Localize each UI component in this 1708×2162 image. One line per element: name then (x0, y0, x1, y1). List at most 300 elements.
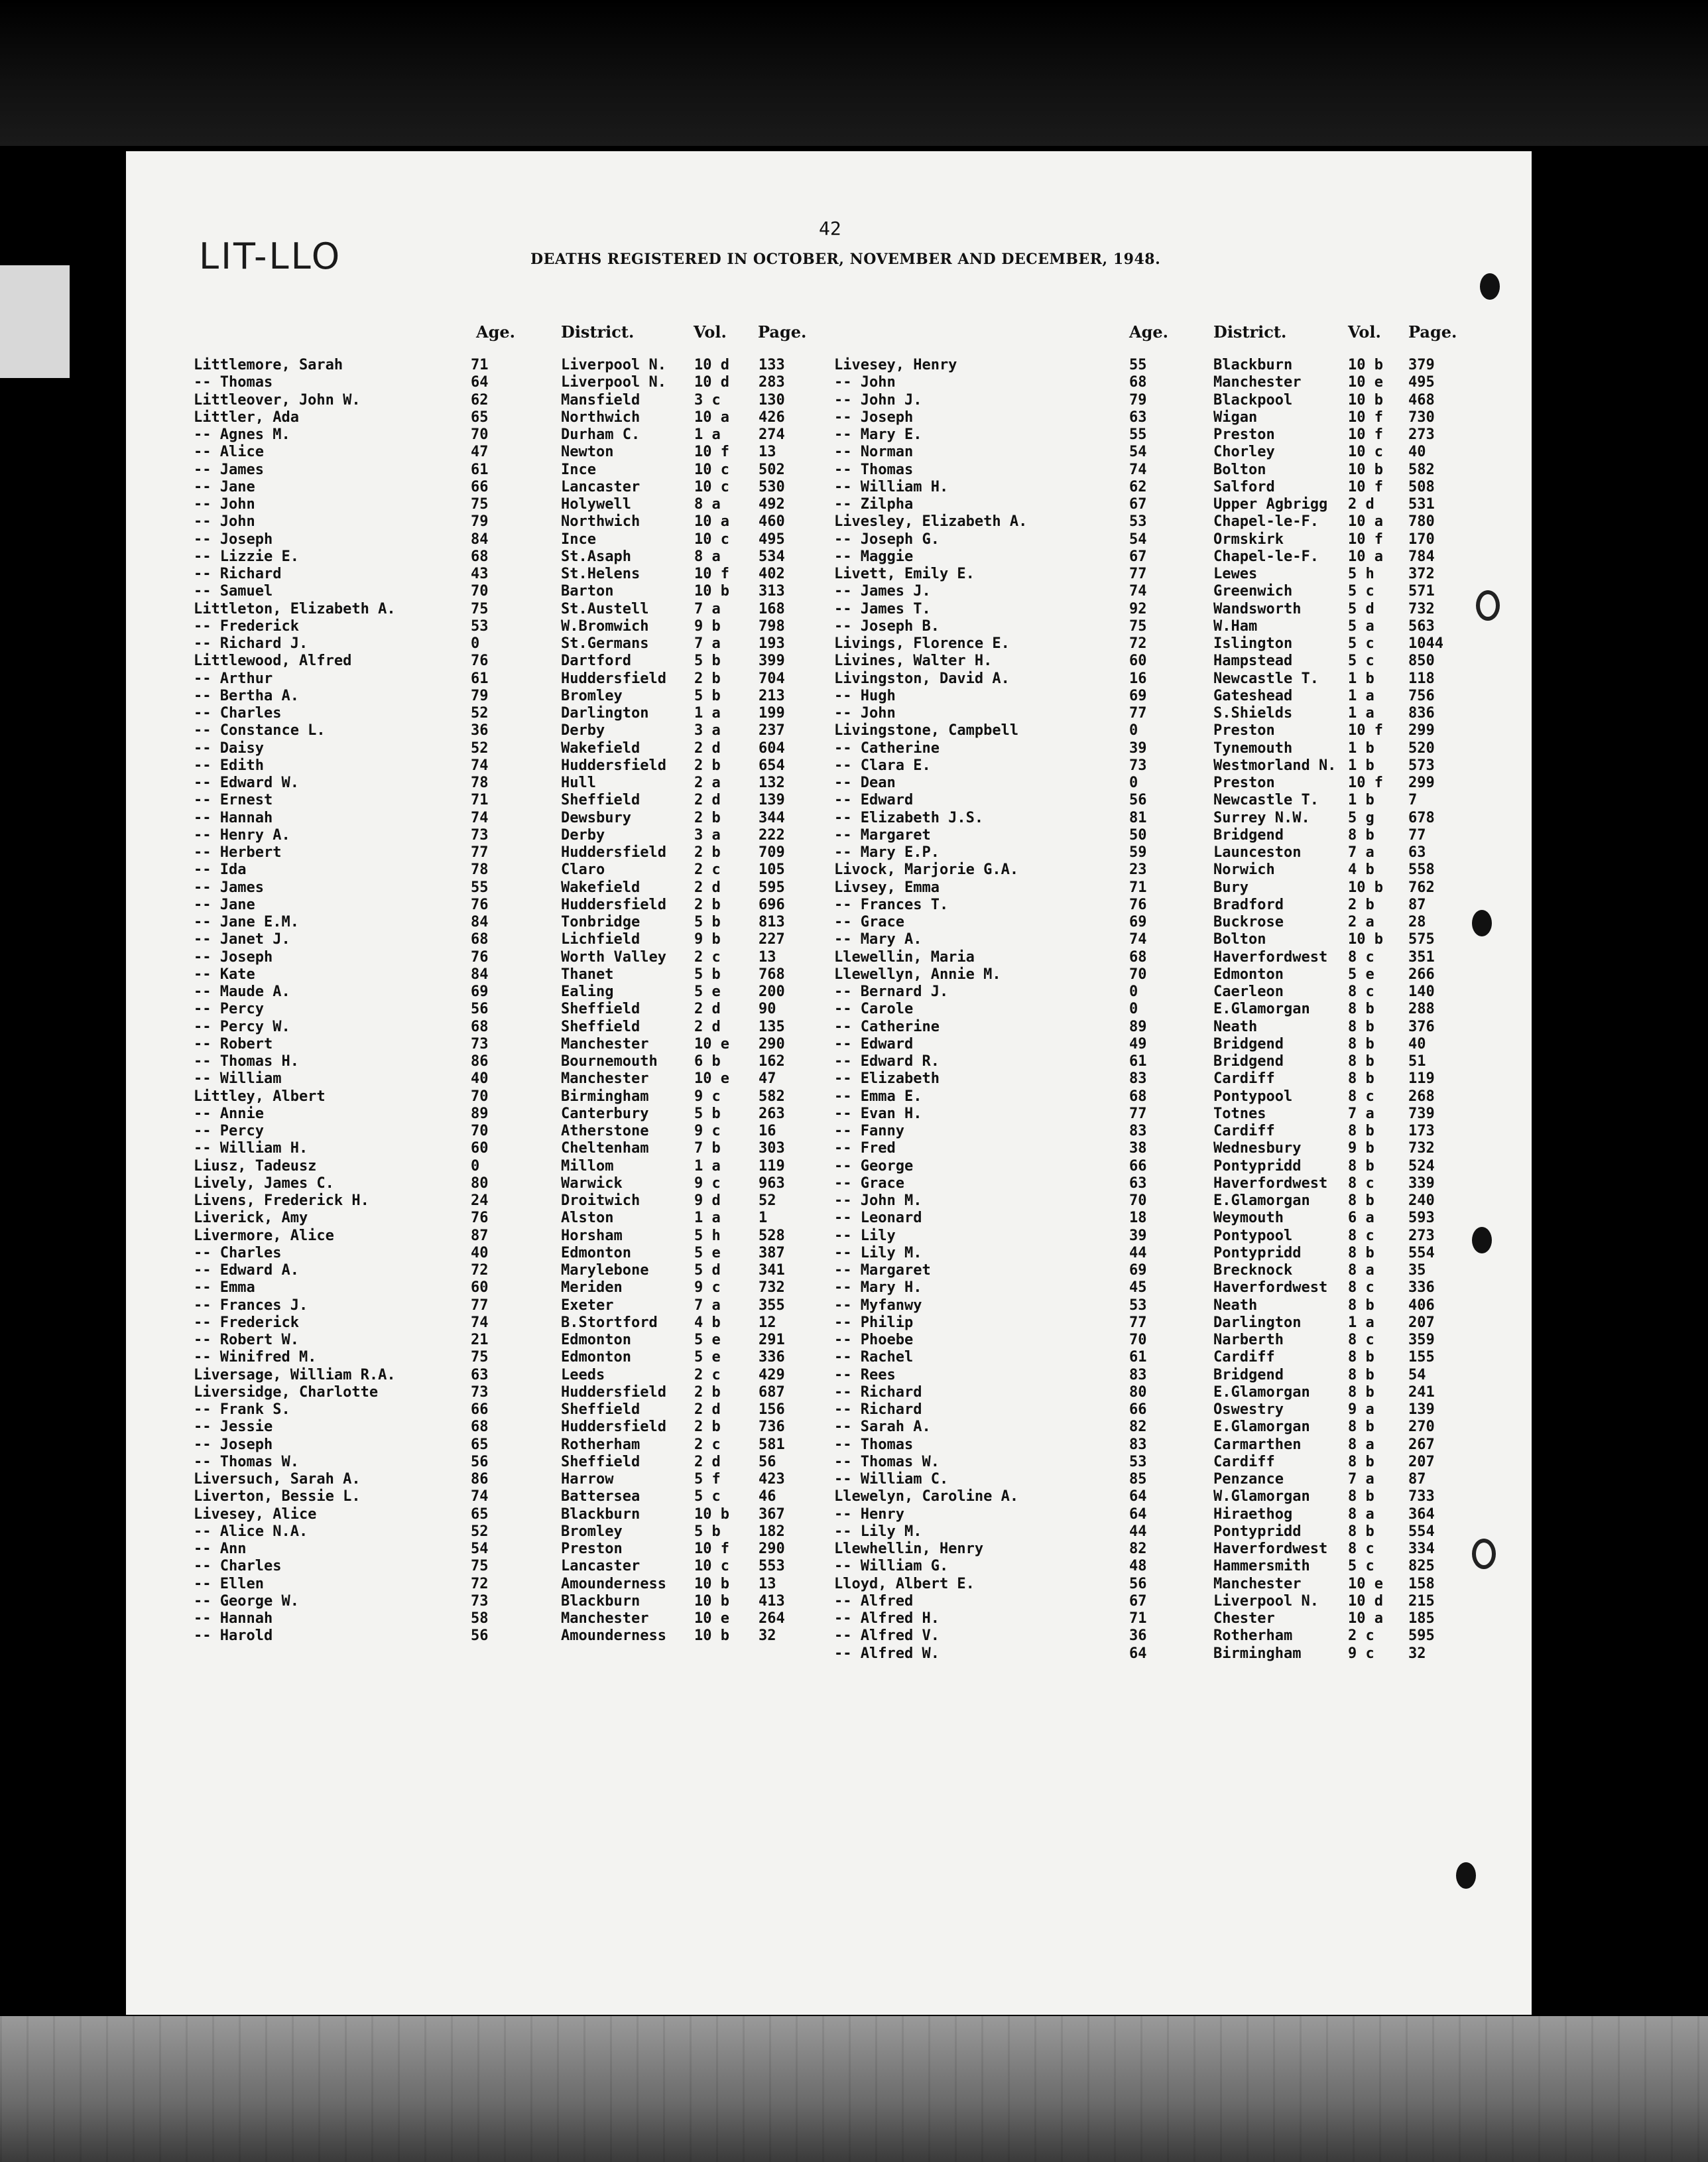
entry-vol: 8 c (1348, 1279, 1374, 1297)
entry-row (834, 444, 1471, 461)
entry-row (834, 1349, 1471, 1366)
left-age-header: Age. (476, 322, 516, 342)
entry-district: Surrey N.W. (1213, 809, 1310, 826)
entry-district: Islington (1213, 635, 1293, 652)
punch-hole-4 (1472, 1227, 1492, 1253)
entry-vol: 7 a (694, 635, 721, 652)
entry-district: Edmonton (1213, 966, 1284, 983)
left-vol-header: Vol. (694, 322, 727, 342)
entry-page: 158 (1408, 1575, 1435, 1592)
entry-row (194, 409, 817, 426)
entry-vol: 5 c (1348, 583, 1374, 600)
entry-age: 66 (1129, 1157, 1147, 1175)
entry-page: 1 (759, 1210, 768, 1227)
entry-name: -- Ernest (194, 792, 273, 809)
entry-district: Wandsworth (1213, 600, 1302, 617)
entry-district: Birmingham (561, 1088, 649, 1105)
entry-age: 56 (471, 1001, 489, 1018)
entry-vol: 9 c (1348, 1645, 1374, 1662)
entry-page: 290 (759, 1035, 785, 1052)
entry-district: Birmingham (1213, 1645, 1302, 1662)
entry-district: Bridgend (1213, 1035, 1284, 1052)
entry-name: -- Lily M. (834, 1244, 922, 1261)
entry-age: 63 (1129, 409, 1147, 426)
entry-age: 38 (1129, 1140, 1147, 1157)
entry-vol: 1 a (694, 1157, 721, 1175)
entry-row (834, 1454, 1471, 1471)
entry-row (194, 879, 817, 897)
entry-row (834, 1401, 1471, 1419)
entry-age: 75 (471, 1349, 489, 1366)
entry-age: 75 (471, 600, 489, 617)
entry-vol: 2 b (694, 670, 721, 687)
entry-row (194, 949, 817, 966)
entry-row (194, 844, 817, 861)
entry-row (194, 1158, 817, 1175)
entry-district: Totnes (1213, 1105, 1266, 1122)
entry-name: -- Mary E.P. (834, 844, 940, 861)
entry-age: 61 (471, 461, 489, 478)
entry-age: 0 (1129, 1001, 1138, 1018)
entry-vol: 10 f (1348, 426, 1383, 443)
entry-row (194, 810, 817, 827)
entry-age: 58 (471, 1610, 489, 1627)
entry-vol: 5 c (1348, 1558, 1374, 1575)
entry-row (194, 635, 817, 653)
entry-vol: 8 b (1348, 1035, 1374, 1052)
entry-page: 534 (759, 548, 785, 565)
entry-name: -- Alfred W. (834, 1645, 940, 1662)
entry-page: 495 (1408, 374, 1435, 391)
entry-row (194, 1384, 817, 1401)
entry-page: 704 (759, 670, 785, 687)
entry-row (194, 1349, 817, 1366)
entry-district: Meriden (561, 1279, 623, 1297)
entry-district: Pontypridd (1213, 1523, 1302, 1540)
entry-page: 274 (759, 426, 785, 443)
entry-age: 0 (471, 1157, 480, 1175)
entry-district: Liverpool N. (561, 357, 666, 373)
entry-page: 423 (759, 1471, 785, 1488)
entry-vol: 8 b (1348, 826, 1374, 844)
entry-name: -- Frederick (194, 617, 299, 635)
entry-name: -- Richard (194, 566, 282, 582)
entry-age: 73 (471, 1035, 489, 1052)
entry-name: -- Emma (194, 1279, 255, 1297)
entry-page: 13 (759, 444, 776, 461)
entry-age: 0 (1129, 984, 1138, 1000)
entry-name: -- Kate (194, 966, 255, 983)
entry-row (834, 513, 1471, 531)
right-age-header: Age. (1129, 322, 1169, 342)
entry-page: 836 (1408, 705, 1435, 722)
entry-district: W.Ham (1213, 617, 1258, 635)
entry-vol: 2 a (1348, 914, 1374, 930)
entry-vol: 2 d (694, 792, 721, 809)
entry-name: -- Rees (834, 1366, 896, 1383)
entry-age: 53 (1129, 513, 1147, 531)
entry-district: Carmarthen (1213, 1436, 1302, 1453)
entry-vol: 8 c (1348, 1227, 1374, 1244)
entry-age: 79 (471, 513, 489, 531)
entry-row (194, 984, 817, 1001)
entry-page: 379 (1408, 357, 1435, 373)
entry-age: 56 (471, 1453, 489, 1470)
entry-row (834, 1384, 1471, 1401)
entry-name: -- Sarah A. (834, 1419, 931, 1436)
entry-row (834, 1192, 1471, 1210)
entry-district: Wakefield (561, 879, 640, 896)
entry-district: W.Bromwich (561, 617, 649, 635)
entry-district: Bridgend (1213, 1366, 1284, 1383)
entry-page: 291 (759, 1332, 785, 1348)
left-district-header: District. (561, 322, 635, 342)
entry-page: 696 (759, 896, 785, 913)
entry-name: Livermore, Alice (194, 1227, 334, 1244)
entry-district: Warwick (561, 1175, 623, 1192)
entry-page: 508 (1408, 478, 1435, 495)
entry-district: Oswestry (1213, 1401, 1284, 1418)
entry-age: 21 (471, 1332, 489, 1348)
entry-name: -- Joseph (834, 409, 914, 426)
entry-row (834, 618, 1471, 635)
entry-page: 582 (759, 1088, 785, 1105)
entry-row (194, 1262, 817, 1279)
entry-row (834, 1158, 1471, 1175)
entry-page: 13 (759, 948, 776, 966)
entry-district: Huddersfield (561, 844, 666, 861)
entry-district: Dartford (561, 653, 631, 670)
entry-page: 732 (1408, 600, 1435, 617)
entry-name: -- Annie (194, 1105, 264, 1122)
entry-row (834, 1367, 1471, 1384)
entry-age: 70 (471, 426, 489, 443)
entry-page: 604 (759, 739, 785, 757)
entry-vol: 8 c (1348, 1332, 1374, 1348)
entry-district: Caerleon (1213, 984, 1284, 1000)
entry-row (194, 897, 817, 914)
entry-name: -- Henry (834, 1505, 904, 1523)
entry-page: 283 (759, 374, 785, 391)
entry-name: -- Catherine (834, 1018, 940, 1035)
entry-page: 263 (759, 1105, 785, 1122)
entry-row (194, 966, 817, 984)
entry-vol: 5 b (694, 966, 721, 983)
entry-vol: 10 e (694, 1610, 729, 1627)
entry-row (834, 984, 1471, 1001)
entry-row (194, 670, 817, 688)
entry-district: Hampstead (1213, 653, 1293, 670)
entry-age: 71 (1129, 879, 1147, 896)
entry-district: Norwich (1213, 861, 1275, 879)
entry-name: -- John (834, 374, 896, 391)
entry-district: Salford (1213, 478, 1275, 495)
entry-age: 78 (471, 861, 489, 879)
entry-district: Westmorland N. (1213, 757, 1337, 774)
entry-age: 85 (1129, 1471, 1147, 1488)
entry-district: Horsham (561, 1227, 623, 1244)
entry-name: Liverton, Bessie L. (194, 1488, 361, 1505)
entry-name: -- Margaret (834, 1262, 931, 1279)
entry-row (834, 1332, 1471, 1349)
entry-vol: 10 f (1348, 409, 1383, 426)
entry-name: -- Alice N.A. (194, 1523, 308, 1540)
entry-age: 89 (471, 1105, 489, 1122)
entry-age: 52 (471, 1523, 489, 1540)
entry-vol: 5 b (694, 687, 721, 704)
entry-page: 12 (759, 1314, 776, 1331)
entry-page: 185 (1408, 1610, 1435, 1627)
entry-district: Hiraethog (1213, 1505, 1293, 1523)
entry-row (834, 1314, 1471, 1332)
entry-district: Darlington (1213, 1314, 1302, 1331)
entry-row (194, 1279, 817, 1297)
entry-page: 341 (759, 1262, 785, 1279)
entry-name: Llewellin, Maria (834, 948, 975, 966)
entry-page: 207 (1408, 1314, 1435, 1331)
entry-age: 74 (1129, 931, 1147, 948)
entry-age: 64 (1129, 1645, 1147, 1662)
entry-name: -- Edward (834, 1035, 914, 1052)
entry-name: Livens, Frederick H. (194, 1192, 369, 1209)
entry-vol: 1 b (1348, 792, 1374, 809)
entry-row (194, 1593, 817, 1610)
entry-vol: 2 c (694, 1436, 721, 1453)
entry-district: Haverfordwest (1213, 1175, 1328, 1192)
entry-age: 60 (1129, 653, 1147, 670)
entry-name: -- Richard (834, 1383, 922, 1401)
entry-age: 50 (1129, 826, 1147, 844)
entry-page: 313 (759, 583, 785, 600)
entry-district: Sheffield (561, 1453, 640, 1470)
entry-row (834, 1610, 1471, 1627)
entry-vol: 10 b (1348, 391, 1383, 409)
entry-name: -- Bernard J. (834, 984, 949, 1000)
entry-age: 84 (471, 966, 489, 983)
entry-row (834, 966, 1471, 984)
entry-district: Blackburn (561, 1505, 640, 1523)
entry-name: Lloyd, Albert E. (834, 1575, 975, 1592)
entry-page: 595 (759, 879, 785, 896)
entry-district: Newton (561, 444, 614, 461)
entry-row (834, 810, 1471, 827)
entry-vol: 10 b (694, 1627, 729, 1645)
entry-age: 53 (471, 617, 489, 635)
entry-age: 65 (471, 1436, 489, 1453)
entry-name: -- Frances J. (194, 1297, 308, 1314)
entry-name: -- Janet J. (194, 931, 290, 948)
entry-row (834, 1488, 1471, 1505)
entry-age: 86 (471, 1471, 489, 1488)
entry-vol: 2 b (694, 1419, 721, 1436)
entry-page: 502 (759, 461, 785, 478)
entry-page: 495 (759, 531, 785, 548)
entry-name: -- Clara E. (834, 757, 931, 774)
entry-district: Canterbury (561, 1105, 649, 1122)
entry-page: 376 (1408, 1018, 1435, 1035)
entry-age: 0 (1129, 722, 1138, 739)
entry-name: -- Mary E. (834, 426, 922, 443)
entry-age: 63 (471, 1366, 489, 1383)
entry-name: Livesey, Alice (194, 1505, 317, 1523)
entry-page: 90 (759, 1001, 776, 1018)
entry-age: 62 (471, 391, 489, 409)
entry-page: 130 (759, 391, 785, 409)
entry-page: 571 (1408, 583, 1435, 600)
entry-row (194, 1523, 817, 1541)
entry-vol: 2 c (694, 861, 721, 879)
entry-vol: 1 a (694, 1210, 721, 1227)
index-tab-label: LIT-LLO (199, 235, 342, 277)
entry-page: 563 (1408, 617, 1435, 635)
entry-name: -- Robert (194, 1035, 273, 1052)
entry-row (834, 1541, 1471, 1558)
entry-age: 72 (1129, 635, 1147, 652)
entry-row (834, 1279, 1471, 1297)
entry-name: Littlewood, Alfred (194, 653, 352, 670)
entry-age: 69 (1129, 1262, 1147, 1279)
entry-page: 1044 (1408, 635, 1443, 652)
entry-row (834, 688, 1471, 705)
entry-page: 367 (759, 1505, 785, 1523)
entry-name: -- Daisy (194, 739, 264, 757)
entry-name: -- Thomas W. (194, 1453, 299, 1470)
entry-page: 28 (1408, 914, 1426, 930)
entry-vol: 2 c (694, 948, 721, 966)
entry-name: -- James (194, 879, 264, 896)
entry-row (194, 496, 817, 513)
entry-age: 77 (1129, 705, 1147, 722)
entry-district: Edmonton (561, 1332, 631, 1348)
entry-age: 66 (471, 1401, 489, 1418)
entry-page: 266 (1408, 966, 1435, 983)
entry-vol: 2 d (694, 1001, 721, 1018)
entry-vol: 5 h (694, 1227, 721, 1244)
entry-page: 162 (759, 1053, 785, 1070)
entry-row (194, 566, 817, 583)
entry-name: -- Carole (834, 1001, 914, 1018)
entry-vol: 10 c (694, 478, 729, 495)
entry-page: 336 (1408, 1279, 1435, 1297)
entry-row (834, 479, 1471, 496)
entry-row (834, 548, 1471, 566)
entry-name: -- Phoebe (834, 1332, 914, 1348)
entry-name: -- Fred (834, 1140, 896, 1157)
entry-district: Newcastle T. (1213, 670, 1319, 687)
entry-page: 359 (1408, 1332, 1435, 1348)
entry-vol: 1 a (1348, 1314, 1374, 1331)
entry-age: 76 (471, 948, 489, 966)
entry-age: 64 (1129, 1505, 1147, 1523)
entry-row (194, 1070, 817, 1088)
entry-vol: 1 b (1348, 670, 1374, 687)
entry-page: 13 (759, 1575, 776, 1592)
entry-age: 74 (471, 1488, 489, 1505)
entry-page: 413 (759, 1592, 785, 1610)
entry-vol: 8 a (694, 548, 721, 565)
entry-page: 168 (759, 600, 785, 617)
entry-district: Pontypridd (1213, 1244, 1302, 1261)
entry-name: -- Ida (194, 861, 247, 879)
entry-name: -- William (194, 1070, 282, 1088)
entry-name: -- Alice (194, 444, 264, 461)
entry-page: 732 (1408, 1140, 1435, 1157)
entry-row (834, 1593, 1471, 1610)
entry-page: 813 (759, 914, 785, 930)
entry-district: Lancaster (561, 478, 640, 495)
entry-page: 207 (1408, 1453, 1435, 1470)
entry-district: Amounderness (561, 1627, 666, 1645)
entry-age: 66 (471, 478, 489, 495)
entry-age: 45 (1129, 1279, 1147, 1297)
entry-row (194, 1106, 817, 1123)
entry-name: -- Ellen (194, 1575, 264, 1592)
entry-age: 43 (471, 566, 489, 582)
entry-vol: 5 h (1348, 566, 1374, 582)
entry-name: Liverick, Amy (194, 1210, 308, 1227)
entry-page: 528 (759, 1227, 785, 1244)
entry-age: 83 (1129, 1366, 1147, 1383)
entry-name: -- Robert W. (194, 1332, 299, 1348)
entry-row (834, 1019, 1471, 1036)
entry-row (834, 722, 1471, 739)
entry-page: 135 (759, 1018, 785, 1035)
entry-name: -- Edith (194, 757, 264, 774)
entry-row (834, 409, 1471, 426)
entry-name: -- Percy (194, 1123, 264, 1139)
entry-vol: 10 b (1348, 931, 1383, 948)
entry-row (194, 1245, 817, 1262)
entry-page: 460 (759, 513, 785, 531)
entry-name: -- Thomas (834, 1436, 914, 1453)
entry-district: Blackburn (1213, 357, 1293, 373)
entry-vol: 8 b (1348, 1001, 1374, 1018)
entry-age: 72 (471, 1262, 489, 1279)
entry-vol: 2 d (694, 1401, 721, 1418)
entry-name: Livock, Marjorie G.A. (834, 861, 1019, 879)
entry-page: 155 (1408, 1349, 1435, 1366)
entry-name: -- Catherine (834, 739, 940, 757)
entry-vol: 2 b (694, 809, 721, 826)
entry-district: Bolton (1213, 461, 1266, 478)
entry-district: Lancaster (561, 1558, 640, 1575)
entry-name: -- Hannah (194, 1610, 273, 1627)
entry-name: -- Jane E.M. (194, 914, 299, 930)
entry-page: 139 (1408, 1401, 1435, 1418)
entry-row (194, 1627, 817, 1645)
entry-vol: 2 d (694, 1018, 721, 1035)
entry-age: 86 (471, 1053, 489, 1070)
entry-vol: 10 d (694, 374, 729, 391)
entry-name: -- Richard (834, 1401, 922, 1418)
entry-name: -- Edward (834, 792, 914, 809)
entry-vol: 5 b (694, 1523, 721, 1540)
entry-district: Preston (561, 1541, 623, 1557)
entry-row (834, 1506, 1471, 1523)
entry-district: Tonbridge (561, 914, 640, 930)
entry-vol: 5 g (1348, 809, 1374, 826)
entry-district: Brecknock (1213, 1262, 1293, 1279)
entry-district: Sheffield (561, 1018, 640, 1035)
entry-age: 63 (1129, 1175, 1147, 1192)
entry-vol: 9 c (694, 1279, 721, 1297)
entry-district: Edmonton (561, 1244, 631, 1261)
entry-name: -- Charles (194, 705, 282, 722)
entry-age: 67 (1129, 496, 1147, 513)
entry-age: 70 (471, 583, 489, 600)
entry-name: -- Mary H. (834, 1279, 922, 1297)
entry-row (834, 879, 1471, 897)
